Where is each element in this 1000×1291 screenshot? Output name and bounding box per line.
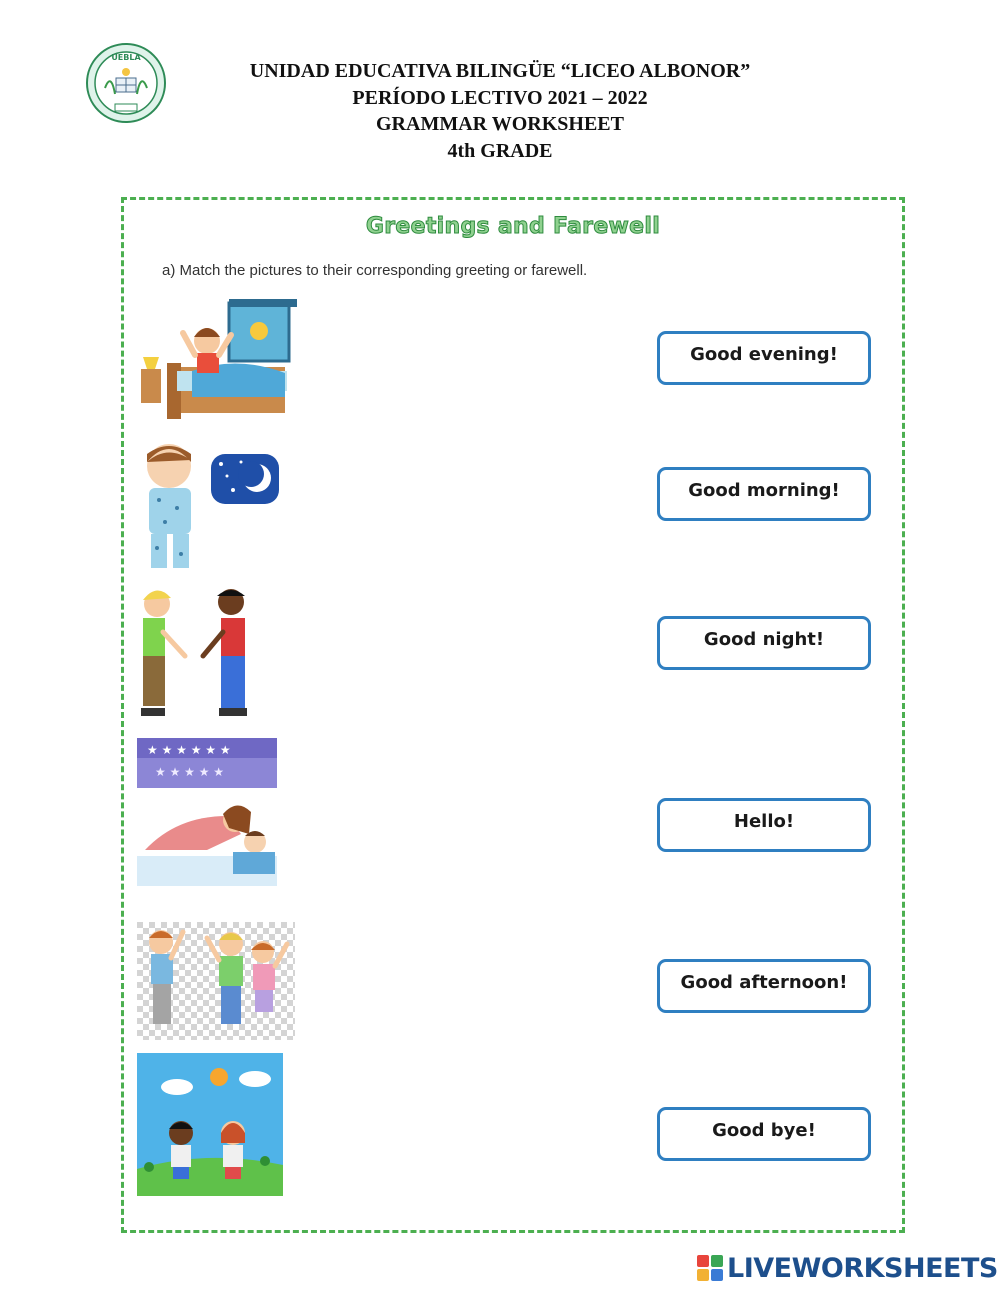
liveworksheets-logo-icon <box>697 1255 723 1281</box>
grade-level: 4th GRADE <box>447 139 553 162</box>
school-period: PERÍODO LECTIVO 2021 – 2022 <box>352 86 648 109</box>
liveworksheets-brand[interactable] <box>697 1252 998 1284</box>
school-name: UNIDAD EDUCATIVA BILINGÜE “LICEO ALBONOR” <box>249 60 751 82</box>
child-waking-up-picture[interactable] <box>137 297 297 419</box>
mother-kissing-child-goodnight-picture[interactable] <box>137 738 277 890</box>
school-logo-seal <box>85 42 167 124</box>
child-in-pajamas-with-moon-picture[interactable] <box>137 438 282 572</box>
boys-shaking-hands-picture[interactable] <box>137 584 262 724</box>
instruction-text: a) Match the pictures to their corresponding greeting or farewell. <box>162 262 588 279</box>
worksheet-title: Greetings and Farewell <box>365 214 661 239</box>
worksheet-type: GRAMMAR WORKSHEET <box>376 113 624 135</box>
children-waving-picture[interactable] <box>137 922 295 1040</box>
answer-box-good-morning[interactable]: Good morning! <box>657 467 871 521</box>
children-in-park-picture[interactable] <box>137 1053 283 1196</box>
answer-box-good-bye[interactable]: Good bye! <box>657 1107 871 1161</box>
answer-box-good-evening[interactable]: Good evening! <box>657 331 871 385</box>
brand-name: LIVEWORKSHEETS <box>727 1252 998 1284</box>
svg-text:★ ★ ★ ★ ★ ★: ★ ★ ★ ★ ★ ★ <box>147 743 231 757</box>
answer-box-good-afternoon[interactable]: Good afternoon! <box>657 959 871 1013</box>
svg-text:★ ★ ★ ★ ★: ★ ★ ★ ★ ★ <box>155 765 225 779</box>
answer-box-good-night[interactable]: Good night! <box>657 616 871 670</box>
school-header <box>170 58 830 164</box>
answer-box-hello[interactable]: Hello! <box>657 798 871 852</box>
svg-text:UEBLA: UEBLA <box>111 53 141 62</box>
